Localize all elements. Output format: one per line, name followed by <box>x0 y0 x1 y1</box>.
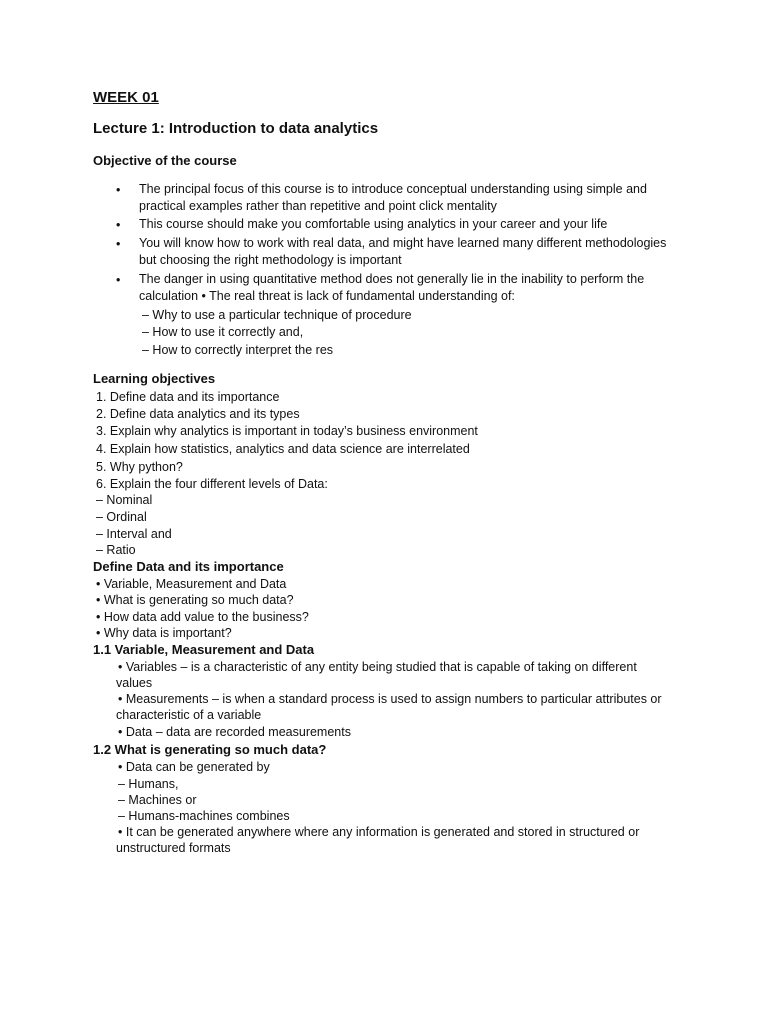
define-item: • What is generating so much data? <box>96 593 294 607</box>
objective-subitem: – Why to use a particular technique of procedure <box>142 308 412 322</box>
objective-subitem: – How to use it correctly and, <box>142 325 304 339</box>
define-item: • Variable, Measurement and Data <box>96 577 287 591</box>
define-heading: Define Data and its importance <box>93 559 284 574</box>
section-1-1-item: • Variables – is a characteristic of any entity being studied that is capable of taking on different values <box>116 660 637 690</box>
bullet-icon: • <box>116 237 121 251</box>
learning-item: 1. Define data and its importance <box>96 390 280 404</box>
objective-subitem: – How to correctly interpret the res <box>142 343 334 357</box>
lecture-title: Lecture 1: Introduction to data analytics <box>93 120 379 137</box>
objective-item: This course should make you comfortable using analytics in your career and your life <box>139 217 608 231</box>
level-item: – Ordinal <box>96 510 147 524</box>
level-item: – Interval and <box>96 527 172 541</box>
learning-item: 4. Explain how statistics, analytics and data science are interrelated <box>96 442 470 456</box>
learning-item: 5. Why python? <box>96 460 183 474</box>
section-1-2-closing: • It can be generated anywhere where any information is generated and stored in structured or unstructured formats <box>116 825 640 855</box>
section-1-2-source: – Humans, <box>118 777 179 791</box>
bullet-icon: • <box>116 273 121 287</box>
learning-heading: Learning objectives <box>93 371 216 386</box>
objective-item: The danger in using quantitative method does not generally lie in the inability to perform the calculation • The real threat is lack of fundamental understanding of: <box>139 272 645 303</box>
level-item: – Nominal <box>96 493 153 507</box>
section-1-2-intro: • Data can be generated by <box>118 760 270 774</box>
bullet-icon: • <box>116 218 121 232</box>
learning-item: 6. Explain the four different levels of Data: <box>96 477 328 491</box>
section-1-1-item: • Data – data are recorded measurements <box>118 725 351 739</box>
objective-item: The principal focus of this course is to introduce conceptual understanding using simple and practical examples rather than repetitive and point click mentality <box>139 182 647 213</box>
objective-item: You will know how to work with real data, and might have learned many different methodologies but choosing the right methodology is important <box>139 236 667 267</box>
level-item: – Ratio <box>96 543 136 557</box>
week-heading: WEEK 01 <box>93 89 159 106</box>
define-item: • How data add value to the business? <box>96 610 309 624</box>
bullet-icon: • <box>116 183 121 197</box>
section-1-1-heading: 1.1 Variable, Measurement and Data <box>93 642 315 657</box>
learning-item: 3. Explain why analytics is important in today’s business environment <box>96 424 478 438</box>
objective-heading: Objective of the course <box>93 153 237 168</box>
learning-item: 2. Define data analytics and its types <box>96 407 300 421</box>
section-1-1-item: • Measurements – is when a standard process is used to assign numbers to particular attributes or characteristic of a variable <box>116 692 662 722</box>
section-1-2-source: – Machines or <box>118 793 197 807</box>
section-1-2-heading: 1.2 What is generating so much data? <box>93 742 327 757</box>
define-item: • Why data is important? <box>96 626 232 640</box>
section-1-2-source: – Humans-machines combines <box>118 809 290 823</box>
